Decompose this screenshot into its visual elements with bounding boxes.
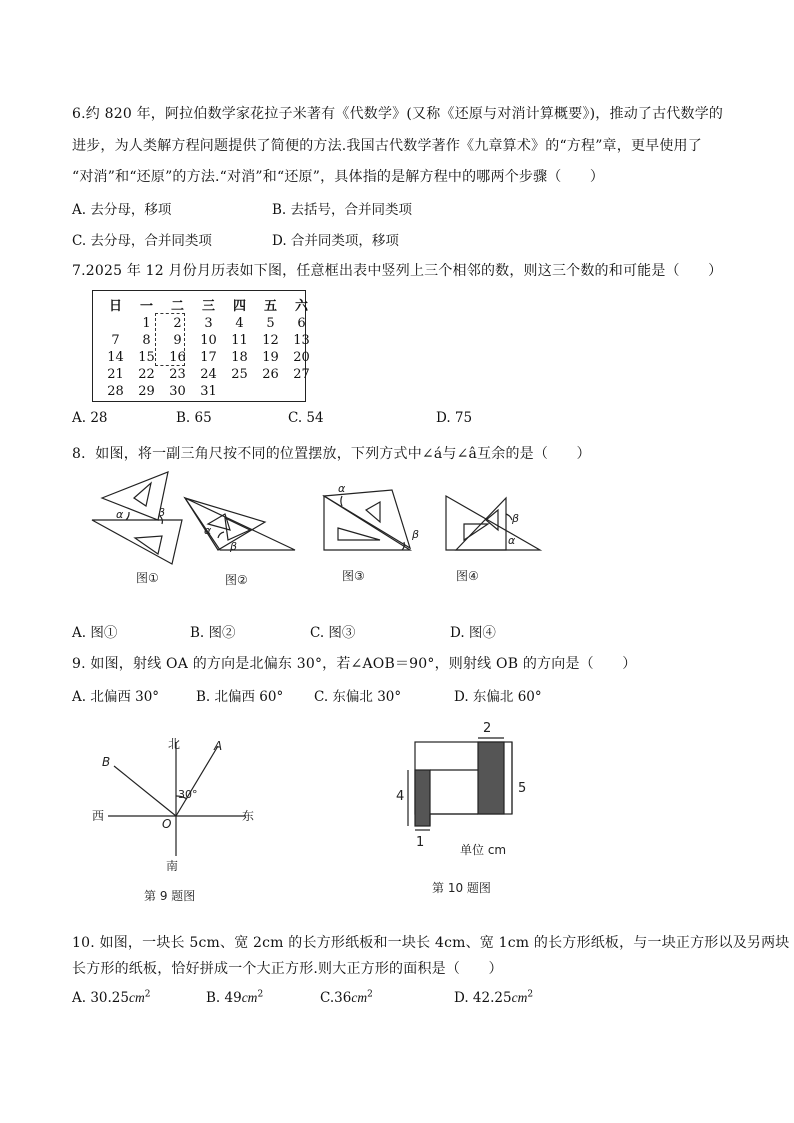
q10-option-c-exp: 2 xyxy=(367,989,373,1000)
calendar-cell: 11 xyxy=(231,333,248,348)
point-o-label: O xyxy=(162,817,172,831)
q6-line-1: 6.约 820 年，阿拉伯数学家花拉子米著有《代数学》(又称《还原与对消计算概要》)，推动了古代数学的 xyxy=(72,106,724,122)
q10-option-d xyxy=(454,990,533,1006)
q9-option-b: B. 北偏西 60° xyxy=(196,689,284,705)
calendar-cell: 25 xyxy=(231,367,248,382)
triangle-figure-3 xyxy=(324,490,410,550)
point-b-label: B xyxy=(102,755,111,769)
q8-option-c: C. 图③ xyxy=(310,625,356,641)
calendar-row xyxy=(100,315,317,332)
q6-option-d: D. 合并同类项，移项 xyxy=(272,233,399,249)
figure-2-label: 图② xyxy=(225,573,248,587)
q10-option-d-unit: cm xyxy=(511,990,528,1005)
q8-figures xyxy=(80,468,560,598)
north-label: 北 xyxy=(168,737,181,751)
q7-stem: 7.2025 年 12 月份月历表如下图，任意框出表中竖列上三个相邻的数，则这三个数的和可能是（ ） xyxy=(72,263,723,279)
q9-stem: 9. 如图，射线 OA 的方向是北偏东 30°，若∠AOB＝90°，则射线 OB 的方向是（ ） xyxy=(72,656,637,672)
calendar-cell xyxy=(224,383,255,400)
calendar-cell: 21 xyxy=(107,367,124,382)
calendar-row xyxy=(100,383,317,400)
q6-option-b: B. 去括号，合并同类项 xyxy=(272,202,413,218)
angle-30-label: 30° xyxy=(178,788,198,801)
q6-line-3: “对消”和“还原”的方法.“对消”和“还原”，具体指的是解方程中的哪两个步骤（ ） xyxy=(72,169,605,185)
q10-option-a-exp: 2 xyxy=(144,989,151,1000)
calendar-day-header: 四 xyxy=(232,299,246,314)
dimension-2-label: 2 xyxy=(483,721,492,736)
q10-line-2: 长方形的纸板，恰好拼成一个大正方形.则大正方形的面积是（ ） xyxy=(72,961,503,977)
west-label: 西 xyxy=(92,809,105,823)
q10-option-c-text: C.36 xyxy=(320,990,352,1006)
q9-option-d: D. 东偏北 60° xyxy=(454,689,542,705)
q10-figure xyxy=(388,718,538,898)
q10-option-b xyxy=(206,990,263,1006)
fig3-beta-label: β xyxy=(412,528,420,541)
calendar-day-header: 一 xyxy=(139,299,153,314)
figure-1-label: 图① xyxy=(136,571,159,585)
q7-option-c: C. 54 xyxy=(288,410,324,426)
q10-option-a xyxy=(72,990,150,1006)
east-label: 东 xyxy=(242,809,255,823)
triangle-figure-4 xyxy=(446,496,540,550)
calendar-day-header: 三 xyxy=(201,299,215,314)
q9-option-c: C. 东偏北 30° xyxy=(314,689,402,705)
q8-option-a: A. 图① xyxy=(72,625,118,641)
calendar-cell: 26 xyxy=(262,367,279,382)
calendar-cell: 20 xyxy=(293,350,310,365)
calendar-cell: 30 xyxy=(169,384,186,399)
calendar-day-header: 五 xyxy=(263,299,277,314)
calendar-grid xyxy=(100,294,317,400)
q9-figure-caption: 第 9 题图 xyxy=(144,889,196,903)
calendar-cell: 31 xyxy=(200,384,217,399)
q10-option-a-unit: cm xyxy=(128,990,145,1005)
calendar-cell: 5 xyxy=(266,316,275,331)
q7-option-d: D. 75 xyxy=(436,410,473,426)
calendar-row xyxy=(100,349,317,366)
calendar-cell xyxy=(286,383,317,400)
dimension-5-label: 5 xyxy=(518,781,527,796)
calendar-cell: 9 xyxy=(173,333,182,348)
calendar-day-header: 六 xyxy=(294,299,308,314)
unit-label: 单位 cm xyxy=(460,843,507,857)
calendar-cell xyxy=(255,383,286,400)
fig2-alpha-label: α xyxy=(204,524,212,537)
calendar-cell xyxy=(100,315,131,332)
triangle-figure-2 xyxy=(185,498,295,550)
q8-option-d: D. 图④ xyxy=(450,625,496,641)
calendar-cell: 12 xyxy=(262,333,279,348)
calendar-cell: 8 xyxy=(142,333,151,348)
q8-option-b: B. 图② xyxy=(190,625,236,641)
calendar-cell: 27 xyxy=(293,367,310,382)
south-label: 南 xyxy=(166,859,179,873)
calendar-cell: 29 xyxy=(138,384,155,399)
q10-option-d-text: D. 42.25 xyxy=(454,990,512,1006)
q10-option-a-text: A. 30.25 xyxy=(72,990,129,1006)
calendar-cell: 23 xyxy=(169,367,186,382)
calendar-cell: 7 xyxy=(111,333,120,348)
calendar-cell: 19 xyxy=(262,350,279,365)
fig1-alpha-label: α xyxy=(116,508,124,521)
q10-line-1: 10. 如图，一块长 5cm、宽 2cm 的长方形纸板和一块长 4cm、宽 1cm 的长方形纸板，与一块正方形以及另两块 xyxy=(72,935,790,951)
q9-figure xyxy=(86,734,276,904)
calendar-cell: 14 xyxy=(107,350,124,365)
calendar-cell: 15 xyxy=(138,350,155,365)
calendar-header-row xyxy=(100,294,317,315)
calendar-day-header: 二 xyxy=(170,299,184,314)
calendar-cell: 1 xyxy=(142,316,151,331)
figure-4-label: 图④ xyxy=(456,569,479,583)
q10-option-b-text: B. 49 xyxy=(206,990,242,1006)
calendar-cell: 22 xyxy=(138,367,155,382)
point-a-label: A xyxy=(214,739,223,753)
fig2-beta-label: β xyxy=(230,540,238,553)
q9-option-a: A. 北偏西 30° xyxy=(72,689,160,705)
q6-line-2: 进步，为人类解方程问题提供了简便的方法.我国古代数学著作《九章算术》的“方程”章，更早使用了 xyxy=(72,138,702,154)
calendar-cell: 18 xyxy=(231,350,248,365)
q10-option-d-exp: 2 xyxy=(527,989,534,1000)
calendar-row xyxy=(100,332,317,349)
calendar-cell: 13 xyxy=(293,333,310,348)
q10-option-c xyxy=(320,990,373,1006)
q10-option-c-unit: cm xyxy=(351,990,368,1005)
calendar-cell: 6 xyxy=(297,316,306,331)
calendar-cell: 3 xyxy=(204,316,213,331)
calendar-cell: 2 xyxy=(173,316,182,331)
fig4-alpha-label: α xyxy=(508,534,516,547)
calendar-day-header: 日 xyxy=(108,299,122,314)
triangle-figure-1 xyxy=(92,472,182,564)
calendar-cell: 17 xyxy=(200,350,217,365)
dimension-4-label: 4 xyxy=(396,789,405,804)
calendar-row xyxy=(100,366,317,383)
q6-option-c: C. 去分母，合并同类项 xyxy=(72,233,212,249)
q8-stem: 8．如图，将一副三角尺按不同的位置摆放，下列方式中∠á与∠â互余的是（ ） xyxy=(72,446,591,462)
figure-3-label: 图③ xyxy=(342,569,365,583)
fig4-beta-label: β xyxy=(512,512,520,525)
q7-option-b: B. 65 xyxy=(176,410,212,426)
calendar-cell: 28 xyxy=(107,384,124,399)
calendar-cell: 16 xyxy=(169,350,186,365)
calendar-cell: 24 xyxy=(200,367,217,382)
q10-option-b-exp: 2 xyxy=(257,989,264,1000)
calendar-cell: 4 xyxy=(235,316,244,331)
fig1-beta-label: β xyxy=(158,506,166,519)
q10-figure-caption: 第 10 题图 xyxy=(432,881,491,895)
q7-option-a: A. 28 xyxy=(72,410,108,426)
q10-option-b-unit: cm xyxy=(241,990,258,1005)
dimension-1-label: 1 xyxy=(416,835,425,850)
fig3-alpha-label: α xyxy=(338,482,346,495)
calendar-cell: 10 xyxy=(200,333,217,348)
q6-option-a: A. 去分母，移项 xyxy=(72,202,172,218)
